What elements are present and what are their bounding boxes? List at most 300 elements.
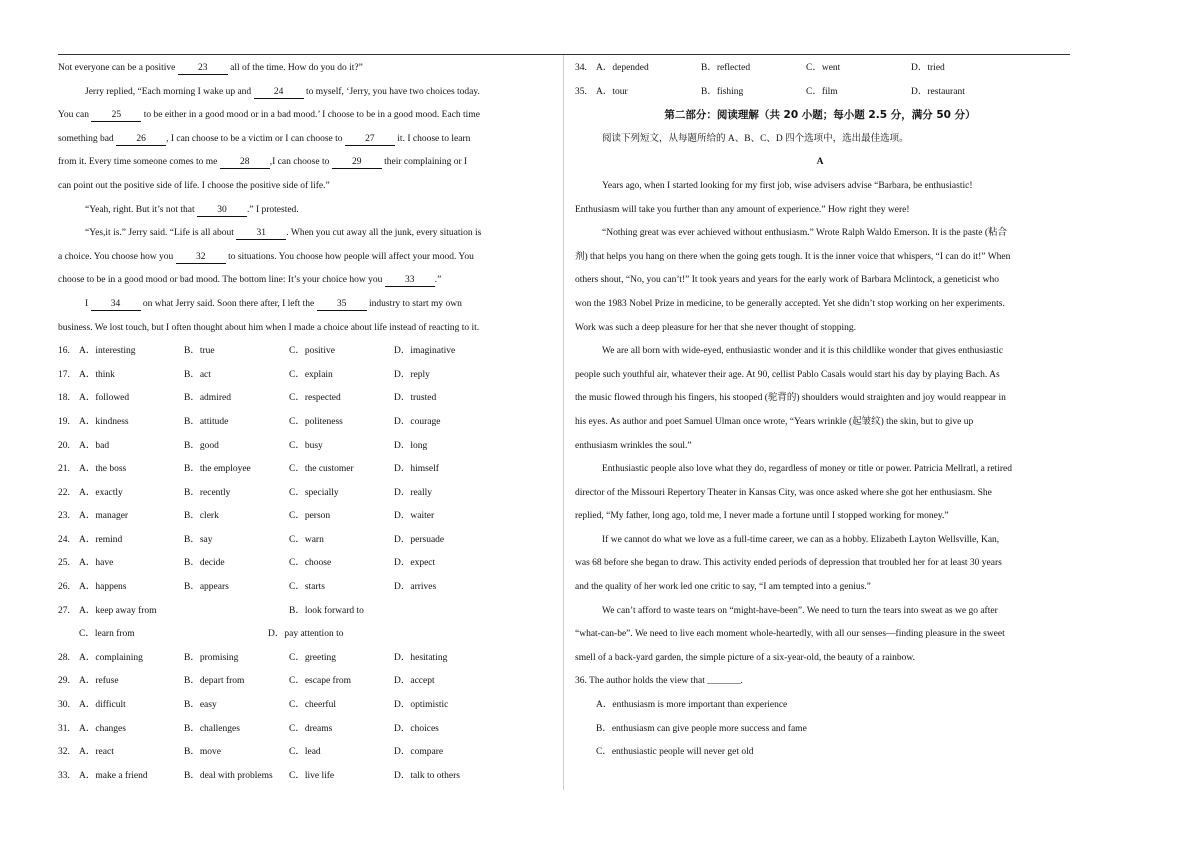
option-letter: B． [184,487,200,498]
option-text: depended [612,63,649,73]
passage-line: won the 1983 Nobel Prize in medicine, to be generally accepted. Yet she didn’t stop working on her experiments. [575,298,1005,309]
option-text: clerk [199,511,219,522]
option-letter: A． [79,534,96,545]
option-row [58,765,540,789]
option-letter: B． [184,723,200,734]
passage-text: it. I choose to learn [394,133,471,144]
option-text: complaining [95,652,143,663]
option-d[interactable] [394,411,499,435]
option-text: persuade [410,534,445,545]
option-row [58,741,540,765]
passage-line: the music flowed through his fingers, his stooped (驼背的) shoulders would straighten and joy would reappear in [575,393,1006,404]
option-d[interactable] [394,529,499,553]
passage-text: industry to start my own [366,298,462,309]
cloze-options-end [575,57,1065,104]
option-d[interactable] [394,364,499,388]
option-b[interactable] [184,364,289,388]
option-text: imaginative [410,346,456,357]
option-text: interesting [95,346,136,357]
option-text: reflected [716,63,751,73]
option-letter: D． [394,582,411,593]
option-c[interactable] [289,482,394,506]
option-text: film [821,86,838,97]
option-b[interactable] [184,741,289,765]
passage-line: Years ago, when I started looking for my first job, wise advisers advise “Barbara, be enthusiastic! [602,180,973,191]
option-letter: B． [184,676,200,687]
option-text: explain [304,369,333,380]
passage-line [58,128,540,152]
option-letter: D． [394,464,411,475]
option-a[interactable] [79,718,184,742]
passage-text: something bad [58,133,117,144]
passage-text: all of the time. How do you do it?” [227,63,363,73]
question-number: 21. [58,464,70,475]
option-text: act [199,369,211,380]
cloze-options-continued [58,647,540,789]
option-letter: C． [289,440,305,451]
option-text: true [199,346,215,357]
passage-text: can point out the positive side of life. I choose the positive side of life.” [58,180,330,191]
option-c[interactable] [289,387,394,411]
option-letter: B． [701,86,717,97]
cloze-blank[interactable]: 32 [176,251,226,264]
passage-text: . When you cut away all the junk, every situation is [286,228,482,239]
option-a[interactable] [596,57,701,81]
option-text: the boss [95,464,127,475]
question-36 [575,670,1065,764]
section-instruction: 阅读下列短文，从每题所给的 A、B、C、D 四个选项中，选出最佳选项。 [602,133,909,144]
passage-line: and the quality of her work led one critic to say, “I am tempted into a genius.” [575,582,871,593]
option-c[interactable] [289,458,394,482]
option-d[interactable] [394,435,499,459]
question-number: 22. [58,487,70,498]
option-b[interactable] [184,670,289,694]
option-text: tried [927,63,945,73]
option-text: appears [199,582,229,593]
option-text: challenges [199,723,240,734]
option-text: reply [410,369,430,380]
option-a[interactable] [79,505,184,529]
option-row [58,552,540,576]
option-d[interactable] [911,81,1016,105]
option-a[interactable] [79,694,184,718]
option-text: react [95,747,114,758]
cloze-blank[interactable]: 27 [345,133,395,146]
option-row [58,576,540,600]
option-letter: D． [394,511,411,522]
option-text: went [821,63,841,73]
option-c[interactable] [806,81,911,105]
option-letter: D． [394,369,411,380]
option-letter: B． [184,393,200,404]
option-text: difficult [95,700,126,711]
passage-line: his eyes. As author and poet Samuel Ulman once wrote, “Years wrinkle (起皱纹) the skin, but to give up [575,416,974,427]
option-d[interactable]: D．pay attention to [268,629,344,640]
option-c[interactable] [289,576,394,600]
option-c[interactable] [289,505,394,529]
passage-line [58,246,540,270]
option-letter: C． [289,464,305,475]
passage-line: 剂) that helps you hang on there when the going gets tough. It is the inner voice that whispers, “I can do it!” When [575,251,1011,262]
option-letter: A． [79,393,96,404]
passage-line: enthusiasm wrinkles the soul.” [575,440,692,451]
option-letter: C． [289,652,305,663]
option-letter: C． [289,582,305,593]
option-text: manager [95,511,129,522]
option-d[interactable] [394,670,499,694]
option-text: promising [199,652,239,663]
passage-text: Jerry replied, “Each morning I wake up and [85,86,254,97]
passage-line [58,269,540,293]
option-letter: A． [79,346,96,357]
option-text: specially [304,487,339,498]
option-letter: D． [911,63,928,73]
option-row [58,482,540,506]
question-number: 18. [58,393,70,404]
option-letter: D． [394,487,411,498]
passage-text: , I can choose to be a victim or I can choose to [166,133,345,144]
passage-line: director of the Missouri Repertory Theater in Kansas City, was once asked where she got her enthusiasm. She [575,487,992,498]
question-number: 28. [58,652,70,663]
option-a[interactable] [79,387,184,411]
option-d[interactable] [911,57,1016,81]
option-letter: A． [79,369,96,380]
cloze-blank[interactable]: 28 [220,156,270,169]
option-text: choose [304,558,332,569]
option-c[interactable] [806,57,911,81]
option-text: depart from [199,676,245,687]
question-stem: 36. The author holds the view that _______. [575,676,743,687]
option-letter: B． [184,534,200,545]
option-letter: B． [184,700,200,711]
option-letter: D． [394,416,411,427]
passage-line [58,104,540,128]
option-d[interactable] [394,718,499,742]
passage-text: to situations. You choose how people will affect your mood. You [225,251,474,262]
option-letter: C． [289,511,305,522]
left-column [58,57,540,788]
option-b[interactable] [184,576,289,600]
question-number: 26. [58,582,70,593]
option-b[interactable] [184,765,289,789]
option-b[interactable] [184,458,289,482]
passage-line [58,175,540,199]
question-number: 30. [58,700,70,711]
option-letter: A． [79,676,96,687]
option-row [58,340,540,364]
option-text: courage [410,416,441,427]
passage-text: choose to be in a good mood or bad mood. The bottom line: It’s your choice how you [58,275,385,286]
option-letter: A． [596,63,613,73]
option-text: person [304,511,331,522]
option-letter: B． [184,652,200,663]
option-a[interactable]: A．keep away from [79,605,157,616]
option-a[interactable] [596,81,701,105]
cloze-blank[interactable]: 25 [91,109,141,122]
passage-line: If we cannot do what we love as a full-time career, we can as a hobby. Elizabeth Layton Wellsville, Kan, [602,534,1000,545]
option-letter: C． [289,487,305,498]
option-letter: B． [184,747,200,758]
option-text: lead [304,747,321,758]
option-letter: D． [394,676,411,687]
option-text: good [199,440,219,451]
passage-text: .” [434,275,442,286]
option-text: cheerful [304,700,336,711]
option-letter: B． [184,464,200,475]
option-letter: D． [394,652,411,663]
option-a[interactable] [79,670,184,694]
cloze-blank[interactable]: 33 [385,274,435,287]
option-b[interactable] [184,505,289,529]
option-row [58,718,540,742]
option-row [575,81,1065,105]
option-text: the customer [304,464,354,475]
option-row [58,387,540,411]
cloze-blank[interactable]: 29 [332,156,382,169]
option-b[interactable] [184,435,289,459]
passage-line: We can’t afford to waste tears on “might-have-been”. We need to turn the tears into sweat as we go after [602,605,998,616]
option-letter: B． [184,440,200,451]
option-a[interactable] [79,576,184,600]
option-letter: A． [79,770,96,781]
option-letter: A． [79,487,96,498]
cloze-options [58,340,540,600]
passage-line: was 68 before she began to draw. This activity ended periods of depression that troubled her for at least 30 years [575,558,1002,569]
header-rule [58,54,1070,55]
option-text: the employee [199,464,251,475]
option-text: warn [304,534,324,545]
passage-line: Enthusiasm will take you further than any amount of experience.” How right they were! [575,204,910,215]
option-letter: C． [289,369,305,380]
option-letter: D． [394,770,411,781]
cloze-blank[interactable]: 35 [317,298,367,311]
option-text: really [410,487,433,498]
passage-line: smell of a back-yard garden, the simple picture of a six-year-old, the beauty of a rainbow. [575,652,916,663]
option-row [58,505,540,529]
question-number: 27. [58,605,70,616]
option-letter: D． [394,747,411,758]
question-number: 17. [58,369,70,380]
option-text: accept [410,676,435,687]
passage-line [58,293,540,317]
option-b[interactable] [184,552,289,576]
option-a[interactable] [79,552,184,576]
option-b[interactable] [184,647,289,671]
cloze-blank[interactable]: 24 [254,86,304,99]
option-text: busy [304,440,323,451]
option-a[interactable] [79,458,184,482]
option-a[interactable] [79,741,184,765]
option-text: optimistic [410,700,449,711]
passage-line [58,317,540,341]
option-d[interactable] [394,340,499,364]
option-row [58,435,540,459]
passage-line: replied, “My father, long ago, told me, I never made a fortune until I stopped working for money.” [575,511,949,522]
passage-text: .” I protested. [246,204,299,215]
passage-line [58,151,540,175]
option-letter: C． [806,63,822,73]
option-c[interactable]: C．learn from [79,629,135,640]
option-c[interactable] [289,741,394,765]
passage-text: their complaining or I [381,157,468,168]
passage-text: I [85,298,91,309]
option-c[interactable] [289,411,394,435]
option-b[interactable]: B．look forward to [289,605,364,616]
option-c[interactable] [289,529,394,553]
option-letter: C． [806,86,822,97]
option-letter: B． [184,346,200,357]
option-d[interactable] [394,576,499,600]
option-text: politeness [304,416,343,427]
option-letter: D． [911,86,928,97]
option-b[interactable] [184,694,289,718]
option-c[interactable] [289,647,394,671]
option-text: long [410,440,428,451]
option-letter: C． [289,393,305,404]
question-number: 32. [58,747,70,758]
option-row [58,529,540,553]
option-letter: C． [289,416,305,427]
option-text: think [95,369,115,380]
option-row [575,57,1065,81]
option-c[interactable] [289,340,394,364]
option-row [58,647,540,671]
column-divider [563,55,564,790]
option-a[interactable] [79,647,184,671]
option-row [58,411,540,435]
option-letter: C． [289,534,305,545]
option-b[interactable]: B．enthusiasm can give people more success and fame [596,723,807,734]
option-text: followed [95,393,130,404]
option-b[interactable] [184,411,289,435]
option-a[interactable] [79,364,184,388]
option-row [58,670,540,694]
option-letter: C． [289,558,305,569]
option-b[interactable] [184,482,289,506]
option-text: fishing [716,86,744,97]
option-b[interactable] [184,387,289,411]
passage-text: “Yes,it is.” Jerry said. “Life is all about [85,228,237,239]
option-a[interactable] [79,765,184,789]
option-row [58,694,540,718]
question-number: 16. [58,346,70,357]
option-letter: A． [79,652,96,663]
passage-line: “Nothing great was ever achieved without enthusiasm.” Wrote Ralph Waldo Emerson. It is the paste (粘合 [602,228,1008,239]
option-text: tour [612,86,628,97]
cloze-passage [58,57,540,340]
option-text: move [199,747,221,758]
option-c[interactable] [289,670,394,694]
cloze-blank[interactable]: 31 [236,227,286,240]
cloze-blank[interactable]: 26 [116,133,166,146]
reading-passage [575,175,1065,670]
option-c[interactable] [289,552,394,576]
option-text: exactly [95,487,123,498]
question-number: 23. [58,511,70,522]
option-letter: D． [394,346,411,357]
option-text: dreams [304,723,333,734]
cloze-blank[interactable]: 23 [178,62,228,75]
question-number: 25. [58,558,70,569]
passage-label: A [816,157,824,168]
passage-line: “what-can-be”. We need to live each moment whole-heartedly, with all our senses—finding pleasure in the sweet [575,629,1005,640]
passage-line [58,199,540,223]
option-a[interactable] [79,435,184,459]
option-a[interactable]: A．enthusiasm is more important than experience [596,700,788,711]
cloze-blank[interactable]: 34 [91,298,141,311]
option-d[interactable] [394,505,499,529]
option-d[interactable] [394,647,499,671]
option-letter: D． [394,393,411,404]
option-letter: A． [79,464,96,475]
passage-line: others shout, “No, you can’t!” It took years and years for the early work of Barbara Mclintock, a geneticist who [575,275,1000,286]
passage-line [58,57,540,81]
option-row [58,458,540,482]
option-text: compare [410,747,444,758]
option-letter: D． [394,440,411,451]
option-d[interactable] [394,694,499,718]
option-letter: B． [701,63,717,73]
passage-text: You can [58,110,92,121]
option-c[interactable]: C．enthusiastic people will never get old [596,747,754,758]
passage-line: We are all born with wide-eyed, enthusiastic wonder and it is this childlike wonder that gives enthusiastic [602,346,1004,357]
option-a[interactable] [79,529,184,553]
option-b[interactable] [701,57,806,81]
question-number: 35. [575,86,587,97]
question-number: 24. [58,534,70,545]
passage-line [58,81,540,105]
option-a[interactable] [79,340,184,364]
option-text: attitude [199,416,229,427]
option-letter: C． [289,346,305,357]
option-d[interactable] [394,458,499,482]
option-letter: A． [79,723,96,734]
option-a[interactable] [79,482,184,506]
option-letter: B． [184,369,200,380]
option-letter: C． [289,723,305,734]
option-d[interactable] [394,741,499,765]
passage-line: Enthusiastic people also love what they do, regardless of money or title or power. Patricia Mellratl, a retired [602,464,1012,475]
option-text: admired [199,393,231,404]
passage-text: on what Jerry said. Soon there after, I left the [140,298,317,309]
option-d[interactable] [394,552,499,576]
question-27 [58,600,540,647]
option-row [58,364,540,388]
option-a[interactable] [79,411,184,435]
option-text: easy [199,700,217,711]
passage-line: people such youthful air, whatever their age. At 90, cellist Pablo Casals would start his day by playing Bach. As [575,369,1000,380]
passage-text: Not everyone can be a positive [58,63,178,73]
option-text: say [199,534,213,545]
option-c[interactable] [289,718,394,742]
option-d[interactable] [394,482,499,506]
option-c[interactable] [289,364,394,388]
option-d[interactable] [394,765,499,789]
cloze-blank[interactable]: 30 [197,204,247,217]
option-b[interactable] [701,81,806,105]
option-letter: D． [394,700,411,711]
question-number: 19. [58,416,70,427]
option-c[interactable] [289,765,394,789]
option-d[interactable] [394,387,499,411]
option-b[interactable] [184,340,289,364]
option-c[interactable] [289,694,394,718]
option-letter: A． [79,747,96,758]
option-c[interactable] [289,435,394,459]
option-b[interactable] [184,718,289,742]
option-b[interactable] [184,529,289,553]
passage-line: Work was such a deep pleasure for her that she never thought of stopping. [575,322,856,333]
